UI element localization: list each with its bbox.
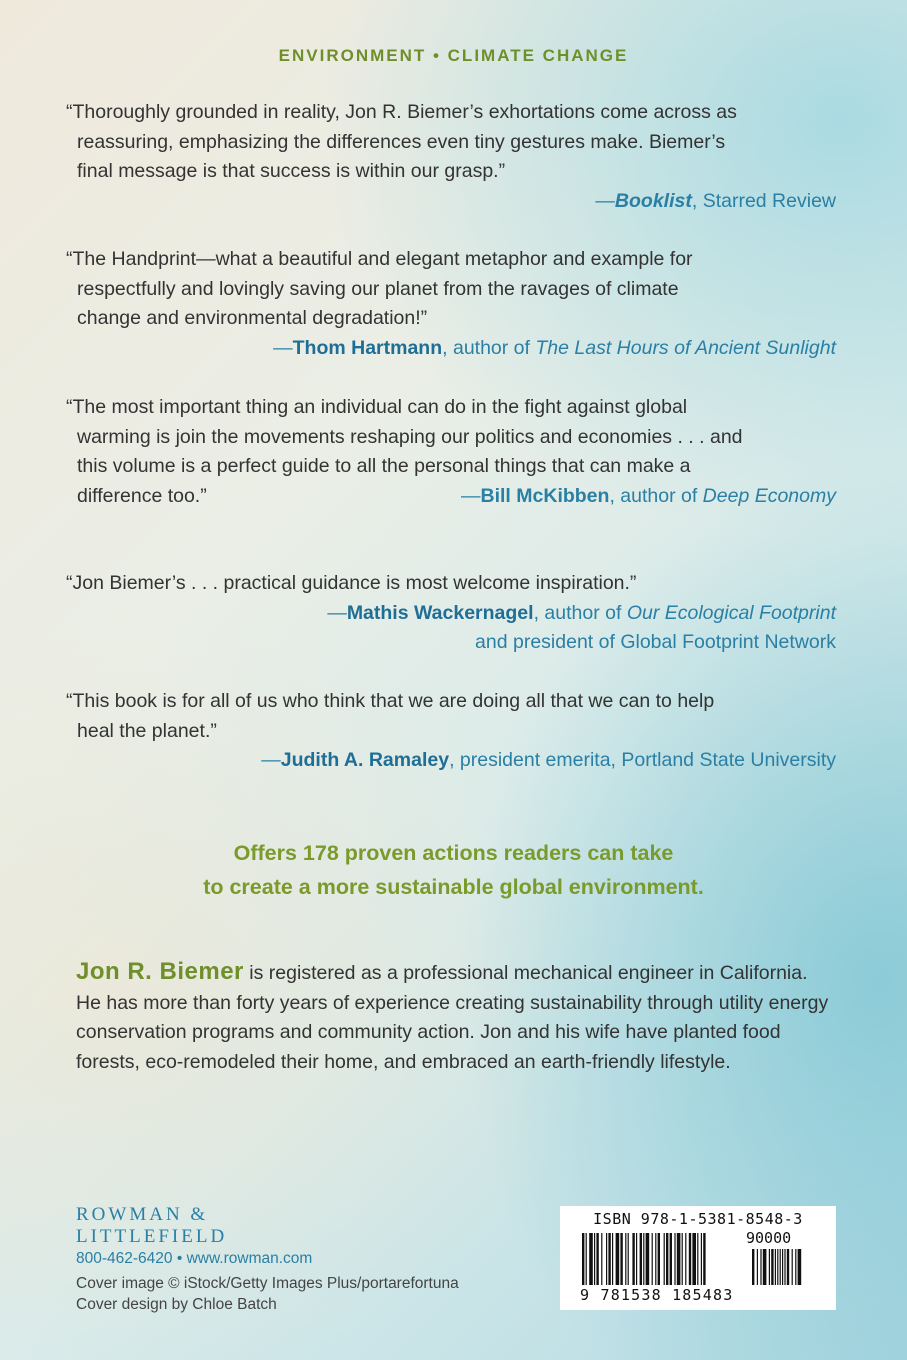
attribution-detail: , president emerita, Portland State University (449, 749, 836, 771)
tagline (0, 836, 907, 904)
barcode-addon: 90000 (746, 1229, 792, 1247)
attribution-detail: , author of (609, 484, 703, 507)
attribution-work: Our Ecological Footprint (626, 601, 836, 624)
attribution-extra: and president of Global Footprint Network (475, 631, 836, 653)
quote-booklist (66, 98, 836, 216)
tagline-line: to create a more sustainable global environment. (203, 875, 704, 899)
quote-ramaley (66, 687, 836, 776)
attribution-detail: , author of (442, 336, 536, 359)
attribution-dash: — (327, 601, 347, 624)
quote-attribution (66, 334, 836, 364)
bio-text: is registered as a professional mechanical engineer in California. He has more than forty years of experience creating sustainability through utility energy conservation programs and community action. Jon and his wife have planted food forests, eco-remodeled their home, and embraced an earth-friendly lifestyle. (76, 962, 829, 1073)
quote-line: this volume is a perfect guide to all the personal things that can make a (77, 455, 691, 477)
quote-line: warming is join the movements reshaping our politics and economies . . . and (77, 425, 743, 448)
quote-attribution (66, 599, 836, 629)
author-bio (76, 957, 836, 1077)
attribution-source: Booklist (614, 189, 692, 212)
quote-attribution (66, 746, 836, 776)
quote-line-text: difference too.” (77, 484, 207, 507)
cover-image-credit: Cover image © iStock/Getty Images Plus/portarefortuna (76, 1275, 459, 1292)
quote-hartmann (66, 245, 836, 363)
author-name: Jon R. Biemer (76, 958, 244, 985)
quote-line: respectfully and lovingly saving our planet from the ravages of climate (77, 277, 679, 300)
attribution-source: Judith A. Ramaley (280, 749, 450, 771)
attribution-source: Mathis Wackernagel (346, 601, 534, 624)
tagline-line: Offers 178 proven actions readers can take (233, 841, 674, 865)
quote-line: heal the planet.” (77, 719, 217, 742)
attribution-work: Deep Economy (702, 484, 836, 507)
barcode-panel (560, 1206, 836, 1310)
publisher-logo (76, 1204, 227, 1248)
attribution-detail: , author of (533, 601, 627, 624)
attribution-work: The Last Hours of Ancient Sunlight (535, 336, 836, 359)
quote-line (66, 482, 836, 512)
isbn-label: ISBN 978-1-5381-8548-3 (593, 1210, 803, 1228)
quote-line: “Jon Biemer’s . . . practical guidance is most welcome inspiration.” (66, 572, 637, 594)
attribution-dash: — (273, 336, 293, 359)
publisher-line: ROWMAN & (76, 1204, 209, 1225)
cover-design-credit: Cover design by Chloe Batch (76, 1296, 277, 1313)
barcode-bars-icon (582, 1233, 814, 1285)
quote-line: reassuring, emphasizing the differences even tiny gestures make. Biemer’s (77, 130, 726, 153)
attribution-detail: , Starred Review (691, 189, 836, 212)
quote-line: “This book is for all of us who think that we are doing all that we can to help (66, 690, 715, 712)
quote-line: final message is that success is within our grasp.” (77, 160, 506, 182)
attribution-dash: — (261, 749, 281, 771)
quote-attribution (461, 482, 836, 512)
quote-line: change and environmental degradation!” (77, 307, 428, 329)
quote-mckibben (66, 393, 836, 511)
quote-wackernagel (66, 569, 836, 658)
attribution-source: Bill McKibben (480, 484, 610, 507)
quote-line: “Thoroughly grounded in reality, Jon R. Biemer’s exhortations come across as (66, 101, 737, 123)
barcode-digits: 9 781538 185483 (580, 1286, 734, 1304)
attribution-dash: — (595, 189, 615, 212)
publisher-contact: 800-462-6420 • www.rowman.com (76, 1250, 313, 1267)
attribution-dash: — (461, 484, 481, 507)
publisher-line: LITTLEFIELD (76, 1226, 228, 1247)
attribution-source: Thom Hartmann (292, 336, 443, 359)
quote-attribution (66, 187, 836, 217)
quote-line: “The Handprint—what a beautiful and elegant metaphor and example for (66, 248, 693, 270)
quote-line: “The most important thing an individual can do in the fight against global (66, 396, 688, 418)
category-label: ENVIRONMENT • CLIMATE CHANGE (278, 46, 629, 65)
